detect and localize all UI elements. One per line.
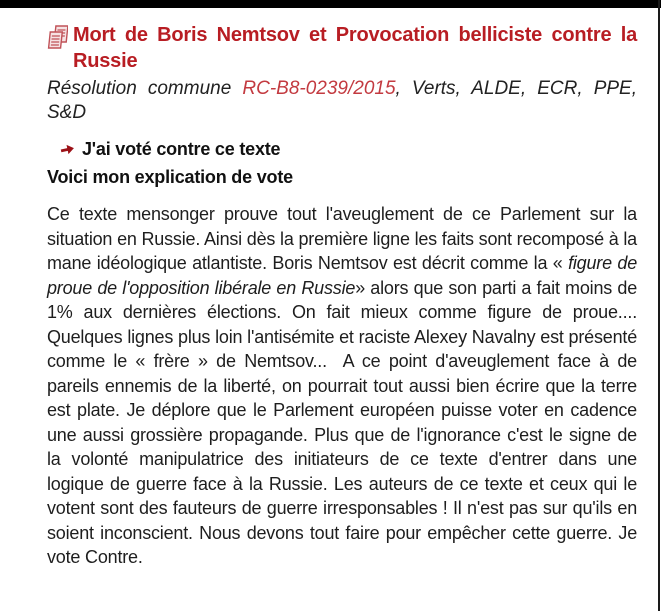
arrow-right-icon: [60, 142, 75, 157]
subtitle-suffix: , Verts, ALDE, ECR, PPE, S&D: [47, 78, 637, 123]
body-paragraph: [47, 202, 637, 570]
documents-stack-icon: [47, 25, 68, 50]
article-title: [47, 22, 637, 74]
article: [0, 8, 661, 570]
subtitle-prefix: Résolution commune: [47, 78, 243, 99]
body-part-2: » alors que son parti a fait moins de 1% aux dernières élections. On fait mieux comme figure de proue.... Quelques lignes plus loin l'antisémite et raciste Alexey Navalny est présenté comme le « frère » de Nemtsov... A ce point d'aveuglement face à de pareils ennemis de la liberté, on pourrait tout aussi bien écrire que la terre est plate. Je déplore que le Parlement européen puisse voter en cadence une aussi grossière propagande. Plus que de l'ignorance c'est le signe de la volonté manipulatrice des initiateurs de ce texte d'entrer dans une logique de guerre face à la Russie. Les auteurs de ce texte et ceux qui le votent sont des fauteurs de guerre irresponsables ! Il n'est pas sur qu'ils en soient inconscient. Nous devons tout faire pour empêcher cette guerre. Je vote Contre.: [47, 277, 638, 567]
explanation-heading: Voici mon explication de vote: [47, 167, 293, 187]
article-title-text[interactable]: Mort de Boris Nemtsov et Provocation belliciste contre la Russie: [73, 24, 637, 72]
vote-statement: J'ai voté contre ce texte: [82, 139, 281, 159]
top-black-bar: [0, 0, 661, 8]
resolution-link[interactable]: RC-B8-0239/2015: [242, 78, 396, 99]
vote-line: [47, 137, 637, 161]
body-part-1: Ce texte mensonger prouve tout l'aveuglement de ce Parlement sur la situation en Russie. Ainsi dès la première ligne les faits sont recomposé à la mane idéologique atlantiste. Boris Nemtsov est décrit comme la «: [47, 204, 637, 273]
body-italic-quote: figure de proue de l'opposition libérale en Russie: [47, 253, 638, 298]
article-subtitle: [47, 77, 637, 124]
